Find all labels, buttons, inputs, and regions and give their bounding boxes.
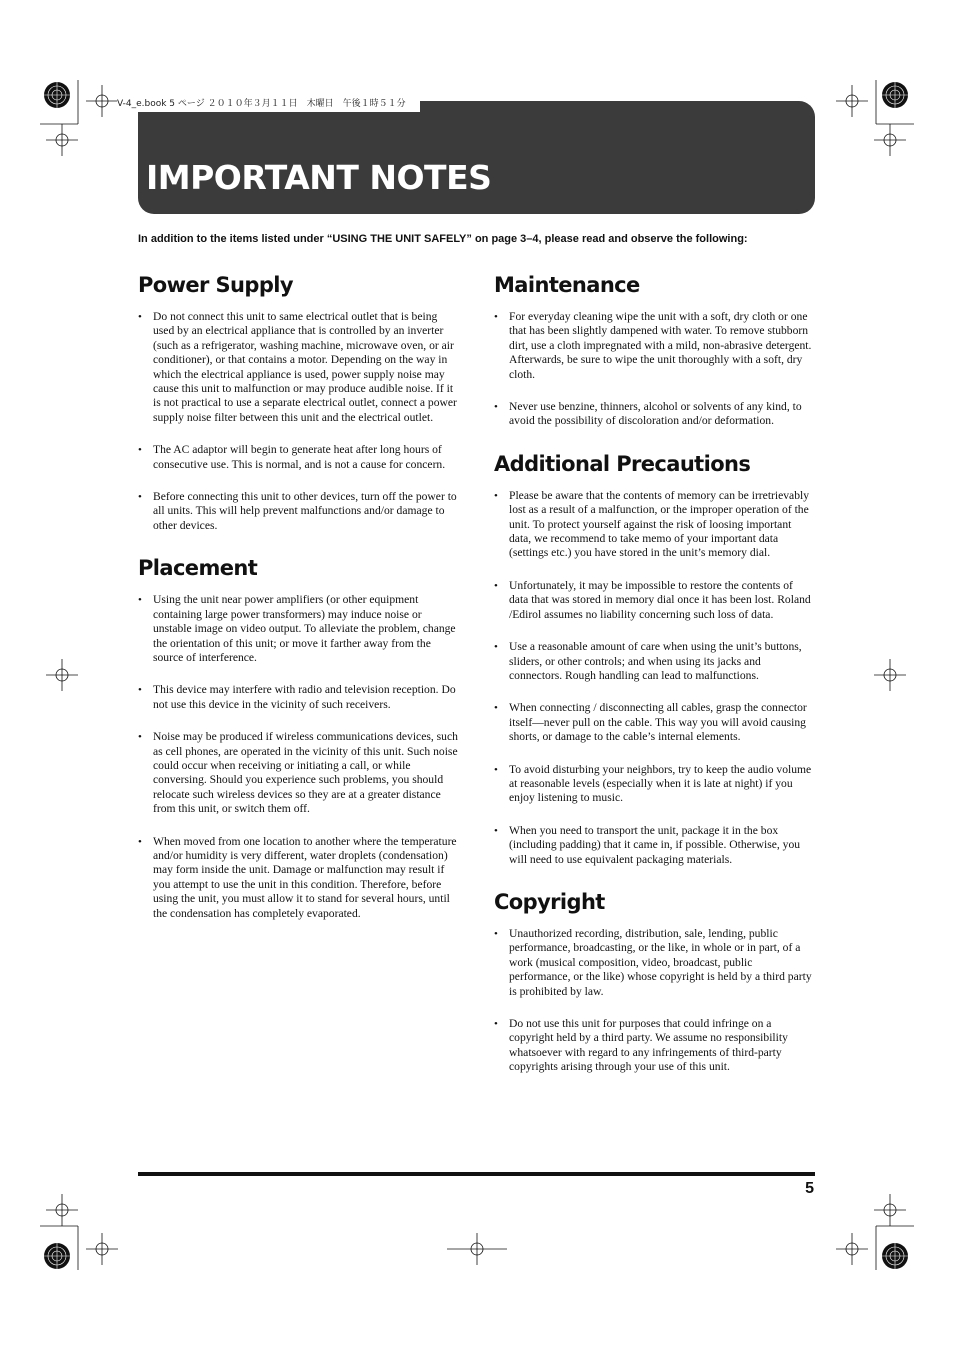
page-title: IMPORTANT NOTES xyxy=(146,158,492,197)
list-item: • Before connecting this unit to other devices, turn off the power to all units. This will help prevent malfunctions and/or damage to other devices. xyxy=(138,490,458,533)
list-item: • Do not use this unit for purposes that could infringe on a copyright held by a third party. We assume no responsibility whatsoever with regard to any infringements of third-party copyrights arising through your use of this unit. xyxy=(494,1017,814,1075)
list-item: • Using the unit near power amplifiers (or other equipment containing large power transformers) may induce noise or unstable image on video output. To alleviate the problem, change the orientation of this unit; or move it farther away from the source of interference. xyxy=(138,593,458,665)
list-item: • Never use benzine, thinners, alcohol or solvents of any kind, to avoid the possibility of discoloration and/or deformation. xyxy=(494,400,814,429)
list-item: • The AC adaptor will begin to generate heat after long hours of consecutive use. This is normal, and is not a cause for concern. xyxy=(138,443,458,472)
section-heading: Maintenance xyxy=(494,273,640,297)
list-item: • Use a reasonable amount of care when using the unit’s buttons, sliders, or other controls; and when using its jacks and connectors. Rough handling can lead to malfunctions. xyxy=(494,640,814,683)
list-item: • Please be aware that the contents of memory can be irretrievably lost as a result of a malfunction, or the improper operation of the unit. To protect yourself against the risk of loosing important data, we recommend to take memo of your important data (settings etc.) you have stored in the unit’s memory dial. xyxy=(494,489,814,561)
section-heading: Copyright xyxy=(494,889,605,914)
list-item: • For everyday cleaning wipe the unit with a soft, dry cloth or one that has been slightly dampened with water. To remove stubborn dirt, use a cloth impregnated with a mild, non-abrasive detergent. Afterwards, be sure to wipe the unit thoroughly with a soft, dry cloth. xyxy=(494,310,814,382)
list-item: • Unauthorized recording, distribution, sale, lending, public performance, broadcasting, or the like, in whole or in part, of a work (musical composition, video, broadcast, public performance, or the like) whose copyright is held by a third party is prohibited by law. xyxy=(494,927,814,999)
page-number: 5 xyxy=(805,1180,814,1197)
list-item: • Noise may be produced if wireless communications devices, such as cell phones, are operated in the vicinity of this unit. Such noise could occur when receiving or initiating a call, or while conversing. Should you experience such problems, you should relocate such wireless devices so they are at a greater distance from this unit, or switch them off. xyxy=(138,730,458,816)
list-item: • This device may interfere with radio and television reception. Do not use this device in the vicinity of such receivers. xyxy=(138,683,458,712)
list-item: • To avoid disturbing your neighbors, try to keep the audio volume at reasonable levels (especially when it is late at night) if you enjoy listening to music. xyxy=(494,763,814,806)
print-header: V-4_e.book 5 ページ ２０１０年３月１１日 木曜日 午後１時５１分 xyxy=(117,97,420,112)
list-item: • When you need to transport the unit, package it in the box (including padding) that it came in, if possible. Otherwise, you will need to use equivalent packaging materials. xyxy=(494,824,814,867)
list-item: • When connecting / disconnecting all cables, grasp the connector itself—never pull on the cable. This way you will avoid causing shorts, or damage to the cable’s internal elements. xyxy=(494,701,814,744)
list-item: • When moved from one location to another where the temperature and/or humidity is very different, water droplets (condensation) may form inside the unit. Damage or malfunction may result if you attempt to use the unit in this condition. Therefore, before using the unit, you must allow it to stand for several hours, until the condensation has completely evaporated. xyxy=(138,835,458,921)
section-heading: Placement xyxy=(138,556,258,581)
list-item: • Unfortunately, it may be impossible to restore the contents of data that was stored in memory dial once it has been lost. Roland /Edirol assumes no liability concerning such loss of data. xyxy=(494,579,814,622)
list-item: • Do not connect this unit to same electrical outlet that is being used by an electrical appliance that is controlled by an inverter (such as a refrigerator, washing machine, microwave oven, or air conditioner), or that contains a motor. Depending on the way in which the electrical appliance is used, power supply noise may cause this unit to malfunction or may produce audible noise. If it is not practical to use a separate electrical outlet, connect a power supply noise filter between this unit and the electrical outlet. xyxy=(138,310,458,425)
star-target-group xyxy=(44,82,908,1269)
section-heading: Additional Precautions xyxy=(494,451,751,476)
target-mark-group xyxy=(46,85,906,1265)
section-heading: Power Supply xyxy=(138,273,293,297)
intro-text: In addition to the items listed under “USING THE UNIT SAFELY” on page 3–4, please read and observe the following: xyxy=(138,233,748,245)
